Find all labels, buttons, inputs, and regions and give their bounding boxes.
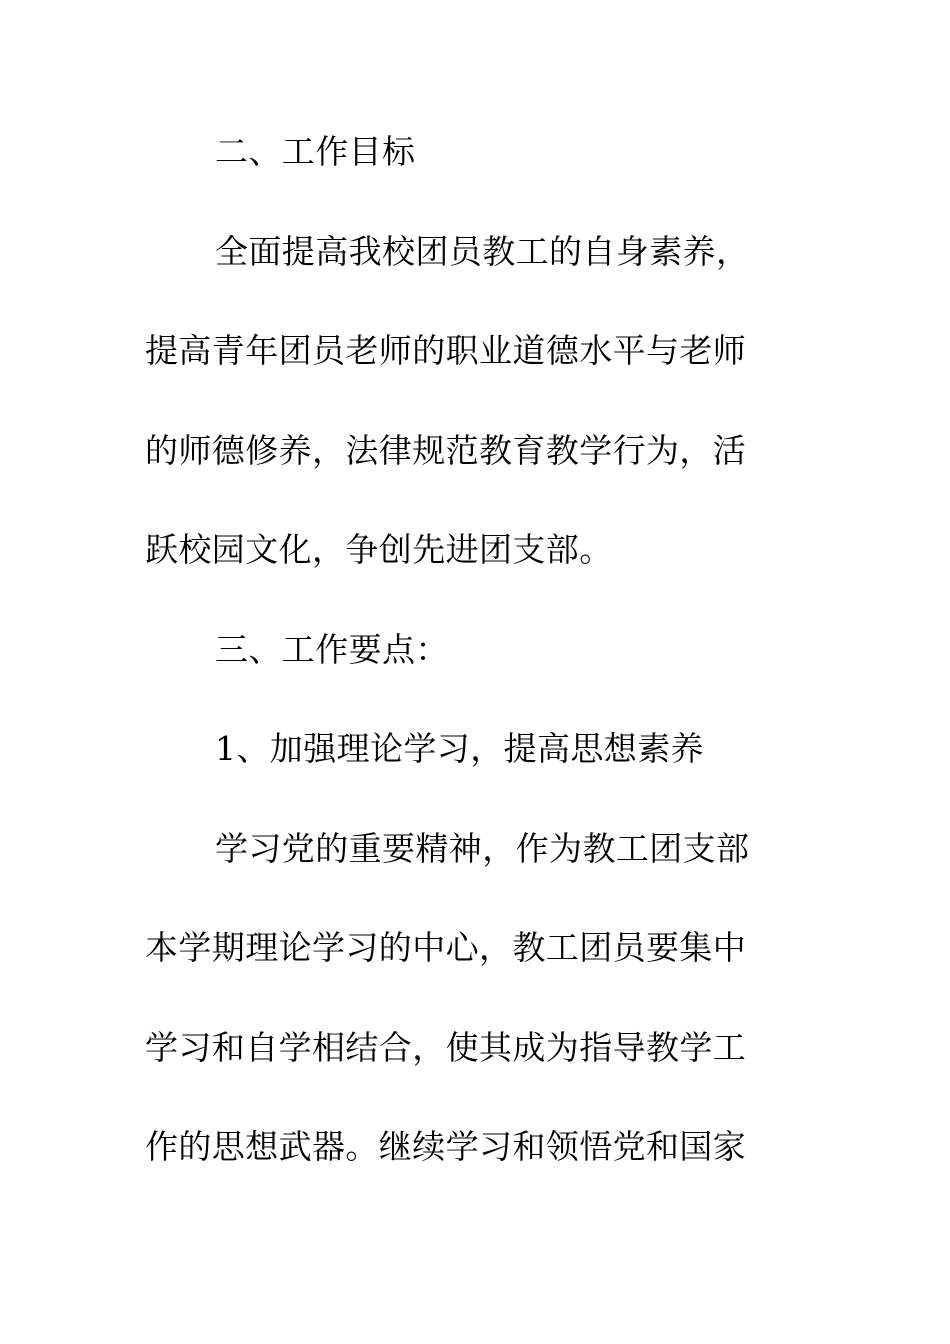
- paragraph-line: 的师德修养，法律规范教育教学行为，活: [145, 431, 747, 470]
- section-heading-work-goals: 二、工作目标: [215, 132, 416, 171]
- paragraph-line: 全面提高我校团员教工的自身素养，: [215, 232, 750, 271]
- section-heading-work-points: 三、工作要点：: [215, 630, 449, 669]
- paragraph-line: 跃校园文化，争创先进团支部。: [145, 530, 613, 569]
- paragraph-line: 学习和自学相结合，使其成为指导教学工: [145, 1028, 747, 1067]
- paragraph-line: 提高青年团员老师的职业道德水平与老师: [145, 331, 747, 370]
- paragraph-line: 学习党的重要精神，作为教工团支部: [215, 829, 750, 868]
- subsection-heading: 1、加强理论学习，提高思想素养: [215, 729, 704, 768]
- paragraph-line: 作的思想武器。继续学习和领悟党和国家: [145, 1127, 747, 1166]
- paragraph-line: 本学期理论学习的中心，教工团员要集中: [145, 928, 747, 967]
